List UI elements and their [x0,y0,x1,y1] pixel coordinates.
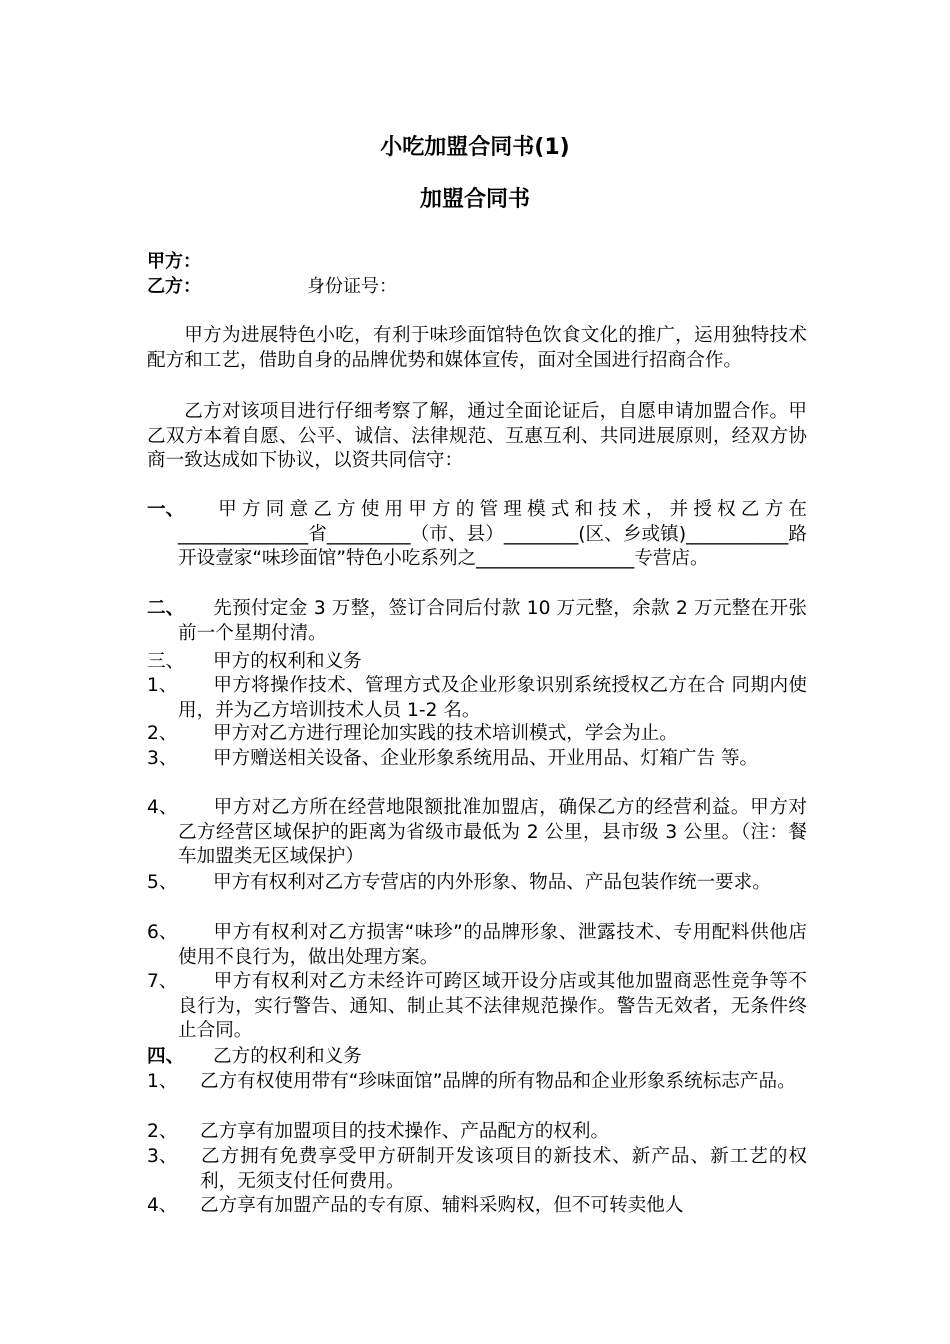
document-title: 小吃加盟合同书(1) [380,135,570,160]
item-number: 1、 [147,1071,178,1092]
clause-text: 乙方的权利和义务 [213,1046,362,1067]
intro-paragraph-1: 甲方为进展特色小吃，有利于味珍面馆特色饮食文化的推广，运用独特技术配方和工艺，借助自身的品牌优势和媒体宣传，面对全国进行招商合作。 [147,325,807,371]
item-number: 2、 [147,723,178,744]
item-text: 乙方享有加盟产品的专有原、辅料采购权，但不可转卖他人 [200,1195,684,1216]
item-number: 3、 [147,748,178,769]
clause-text: 先预付定金 3 万整，签订合同后付款 10 万元整，余款 2 万元整在开张前一个星期付清。 [178,598,807,644]
party-a-item [147,747,807,772]
party-b-item [147,1194,807,1219]
party-a-label: 甲方： [147,251,201,272]
item-number: 1、 [147,675,178,696]
party-a-item [147,722,807,747]
party-a-item [147,871,807,896]
item-number: 2、 [147,1121,178,1142]
clause-4-heading [147,1045,807,1070]
item-text: 甲方对乙方所在经营地限额批准加盟店，确保乙方的经营利益。甲方对乙方经营区域保护的距离为省级市最低为 2 公里，县市级 3 公里。（注：餐车加盟类无区域保护） [178,797,807,868]
clause-number: 二、 [147,598,185,619]
clause-number: 一、 [147,499,185,520]
item-text: 甲方有权利对乙方未经许可跨区域开设分店或其他加盟商恶性竞争等不良行为，实行警告、通知、制止其不法律规范操作。警告无效者，无条件终止合同。 [178,971,807,1042]
clause-2 [147,597,807,646]
item-text: 乙方享有加盟项目的技术操作、产品配方的权利。 [200,1121,610,1142]
clause-text: 甲方同意乙方使用甲方的管理模式和技术，并授权乙方在______________省_________（市、县）________(区、乡或镇)___________路开设壹家“味珍面馆”特色小吃系列之_________________专营店。 [178,499,807,570]
clause-1 [147,498,807,572]
item-text: 甲方对乙方进行理论加实践的技术培训模式，学会为止。 [213,723,678,744]
item-number: 4、 [147,797,178,818]
item-text: 乙方拥有免费享受甲方研制开发该项目的新技术、新产品、新工艺的权利，无须支付任何费用。 [200,1146,807,1192]
item-number: 6、 [147,922,178,943]
party-b-item [147,1145,807,1194]
party-a-item [147,921,807,970]
clause-number: 三、 [147,651,185,672]
party-a-item [147,970,807,1044]
intro-paragraph-2: 乙方对该项目进行仔细考察了解，通过全面论证后，自愿申请加盟合作。甲乙双方本着自愿、公平、诚信、法律规范、互惠互利、共同进展原则，经双方协商一致达成如下协议，以资共同信守： [147,401,807,472]
item-text: 乙方有权使用带有“珍味面馆”品牌的所有物品和企业形象系统标志产品。 [200,1071,796,1092]
document-subtitle: 加盟合同书 [419,187,530,212]
item-number: 7、 [147,971,178,992]
clause-3-heading [147,650,807,675]
item-text: 甲方将操作技术、管理方式及企业形象识别系统授权乙方在合 同期内使用，并为乙方培训技术人员 1-2 名。 [178,675,807,721]
clause-number: 四、 [147,1046,185,1067]
party-a-item [147,674,807,723]
party-b-label: 乙方： [147,276,201,297]
party-a-item [147,796,807,870]
item-text: 甲方赠送相关设备、企业形象系统用品、开业用品、灯箱广告 等。 [213,748,759,769]
party-b-item [147,1070,807,1095]
party-b-item [147,1120,807,1145]
item-text: 甲方有权利对乙方专营店的内外形象、物品、产品包装作统一要求。 [213,872,771,893]
id-number-label: 身份证号： [307,276,397,297]
item-text: 甲方有权利对乙方损害“味珍”的品牌形象、泄露技术、专用配料供他店使用不良行为，做出处理方案。 [178,922,807,968]
clause-text: 甲方的权利和义务 [213,651,362,672]
item-number: 3、 [147,1146,178,1167]
item-number: 5、 [147,872,178,893]
item-number: 4、 [147,1195,178,1216]
